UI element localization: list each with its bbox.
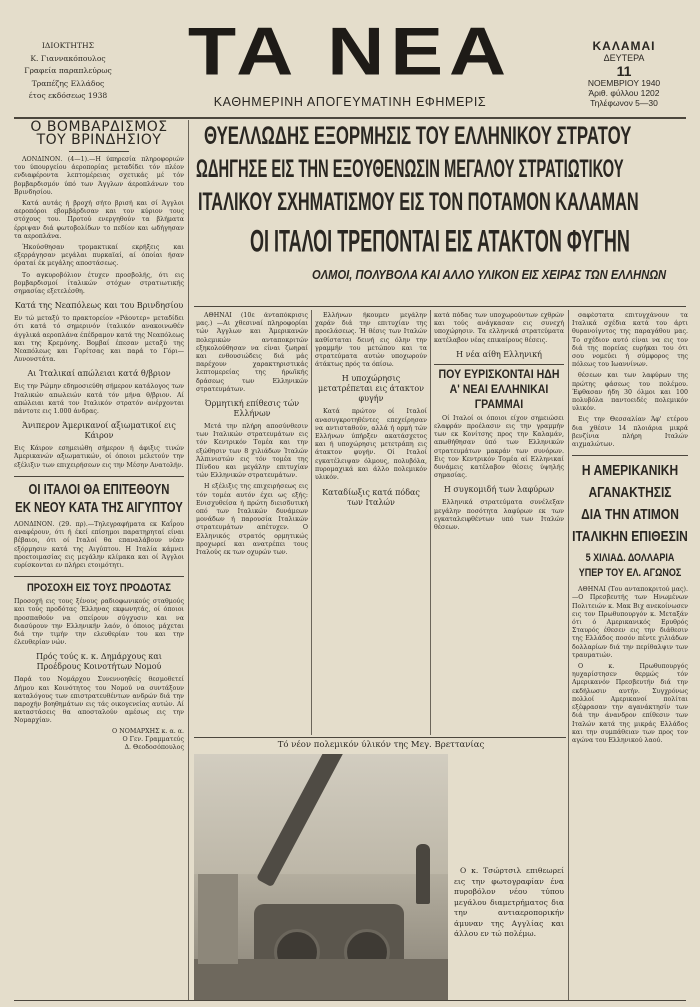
paragraph: ΑΘΗΝΑΙ (Του ανταποκριτού μας).—Ο Πρεσβευτής των Ηνωμένων Πολιτειών κ. Μακ Βιχ ανεκοίνωσεν εις τον Πρωθυπουργόν κ. Μεταξάν ότι ό Αμερικανικός Ερυθρός Σταυρός έθεσεν εις την διάθεσιν της Ελλάδος ποσόν πέντε χιλιάδων δολλαρίων διά την περίθαλψιν των τραυματιών. [572,586,688,659]
story-text [196,423,308,557]
paragraph: Οί Ιταλοί οι όποιοι είχον σημειώσει ελαφράν προέλασιν εις την γραμμήν των εκ Κονίτσης προς την Καλαμάν, απωθήθησαν ύπό των Ελληνικών στρατευμάτων μακράν των συνόρων. Εις τον Κεντρικόν Τομέα αί Ελληνικαί δυνάμεις κατέλαβον θέσεις ύψηλής σημασίας. [434,414,564,480]
publisher-line: έτος εκδόσεως 1938 [28,91,108,100]
weekday: ΔΕΥΤΕΡΑ [603,53,645,63]
deck-line: 5 ΧΙΛΙΑΔ. ΔΟΛΛΑΡΙΑ [585,552,675,565]
story-bombing [14,156,184,296]
headline-line: ΠΟΥ ΕΥΡΙΣΚΟΝΤΑΙ ΗΔΗ [438,366,560,381]
headline-american-outrage [572,460,688,548]
photo-caption: Τό νέον πολεμικόν ύλικόν της Μεγ. Βρεττανίας [277,740,485,750]
masthead-subtitle: ΚΑΘΗΜΕΡΙΝΗ ΑΠΟΓΕΥΜΑΤΙΝΗ ΕΦΗΜΕΡΙΣ [213,95,487,109]
phone-number: Τηλέφωνον 5—30 [590,98,658,108]
headline-line: Α' ΝΕΑΙ ΕΛΛΗΝΙΚΑΙ ΓΡΑΜΜΑΙ [449,381,549,411]
main-column-3 [434,312,564,732]
wall-icon [198,874,238,964]
subheading: Αι Ίταλικαί απώλειαι κατά θ/βριον [27,369,171,379]
headline-bombing [14,121,184,147]
paragraph: Εις Κάιρον εσημειώθη σήμερον ή άφιξις τινών Άμερικανών αξιωματικών, οί όποιοι μελετούν την εξέλιξιν των επιχειρήσεων εις την Μέσην Ανατολήν. [14,445,184,469]
paragraph: κατά πόδας των υποχωρούντων εχθρών και τούς ανάγκασαν εις συνεχή υποχώρησιν. Τα ελληνικά στρατεύματα κατέλαβον νέας επικαίρους θέσεις. [434,312,564,344]
headline-new-lines [434,367,564,412]
main-column-1 [196,312,308,732]
main-column-2 [315,312,427,732]
paragraph: Εις την Θεσσαλίαν Άφ' ετέρου δια χθέσιν 14 πλοιάρια μικρά βενζίνια πλήρη Ιταλών αιχμαλώτων. [572,416,688,449]
city-name: ΚΑΛΑΜΑΙ [592,39,656,53]
headline-line: Ο ΒΟΜΒΑΡΔΙΣΜΟΣ [30,119,168,135]
paragraph: Ελλήνων ήκουμεν μεγάλην χαράν διά την επιτυχίαν της προελάσεως. Ή θέσις των Ιταλών καθίσταται δεινή εις όλην την γραμμήν του μετώπου και τα στρατεύματα αυτών υποχωρούν άτάκτως πρός τα όπίσω. [315,312,427,369]
signature-line: Ο Γεν. Γραμματεύς [122,735,184,743]
headline-line: Η ΑΜΕΡΙΚΑΝΙΚΗ [581,462,679,480]
paragraph: Ο κ. Πρωθυπουργός ηυχαρίστησεν θερμώς τόν Αμερικανόν Πρεσβευτήν διά την εκδήλωσιν αυτήν. Συγχρόνως πολλοί Αμερικανοί πολίται εξέφρασαν την αγανάκτησίν των διά την άνανδρον επίθεσιν των Ιταλών κατά της μικράς Ελλάδος και την συμπάθειαν των προς τον αγώνα του Ελληνικού λαού. [572,663,688,744]
subheading: Καταδίωξις κατά πόδας των Ιταλών [322,488,420,508]
publisher-box [18,40,118,103]
paragraph: Μετά την πλήρη αποσύνθεσιν των Ιταλικών στρατευμάτων εις τόν Κεντρικόν Τομέα και την εξώθησιν των 8 χιλιάδων Ίταλών Άλπινιστών εις τόν τομέα της Πίνδου και μεγάλην επιτυχίαν τών Ελληνικών στρατευμάτων. [196,423,308,480]
headline-traitors: ΠΡΟΣΟΧΗ ΕΙΣ ΤΟΥΣ ΠΡΟΔΟΤΑΣ [27,582,171,595]
main-headline-line: ΩΔΗΓΗΣΕ ΕΙΣ ΤΗΝ ΕΞΟΥΘΕΝΩΣΙΝ ΜΕΓΑΛΟΥ ΣΤΡΑΤΙΩΤΙΚΟΥ [196,155,624,184]
publisher-line: Κ. Γιαννακόπουλος [30,53,106,63]
column-divider [188,120,189,1000]
deck-dollars [572,551,688,581]
headline-line: ΕΚ ΝΕΟΥ ΚΑΤΑ ΤΗΣ ΑΙΓΥΠΤΟΥ [15,499,183,516]
photo-side-text: Ο κ. Τσώρτσιλ επιθεωρεί εις την φωτογραφίαν ένα πυροβόλον νέου τύπου μεγάλου διαμετρήματος δια την αντιαεροπορικήν άμυναν της Αγγλίας και άλλου εν τώ πολέμω. [454,866,564,938]
day-number: 11 [616,63,632,79]
signature-block [14,728,184,753]
paragraph: Ήκούσθησαν τρομακτικαί εκρήξεις και εξερράγησαν μεγάλαι πυρκαϊαί, αί όποίαι ήσαν όραταί έκ μεγάλης αποστάσεως. [14,244,184,268]
column-divider [568,310,569,1000]
divider [434,364,564,365]
paragraph: Προσοχή εις τους ξένους ραδιοφωνικούς σταθμούς και τούς προδότας Έλληνας εκφωνητάς, οί όποιοι προσπαθούν να σπείρουν σύγχυσιν και να διασύρουν την Ελληνικήν λαόν, ό όποιος μάχεται διά την τιμήν την ελευθερίαν του και την έλευθερίαν νών. [14,598,184,647]
masthead-title: ΤΑ ΝΕΑ [187,12,513,90]
paragraph: ΛΟΝΔΙΝΟΝ. (4—1).—Η ύπηρεσία πληροφοριών του ύπουργείου άεροπορίας μεταδίδει τόν πλέον ενδιαφέροντα λεπτομέρειας σχετικάς μέ τόν βομβαρδισμόν ύπό των Άγγλων άεροπλάνων του Βρινδησίου. [14,156,184,196]
left-column [14,121,184,752]
publisher-line: Γραφεία παραπλεύρως [24,66,112,75]
subheading: Πρός τούς κ. κ. Δημάρχους και Προέδρους Κοινοτήτων Νομού [36,652,162,672]
month-year: ΝΟΕΜΒΡΙΟΥ 1940 [587,78,661,88]
headline-line: ΤΟΥ ΒΡΙΝΔΗΣΙΟΥ [36,132,162,148]
signature-line: Ο ΝΟΜΑΡΧΗΣ κ. α. α. [112,727,184,735]
divider [14,576,184,577]
subheading: Η συγκομιδή των λαφύρων [443,485,555,495]
paragraph: ΑΘΗΝΑΙ (10ε άνταπόκρισις μας.) —Αι χθεσιναί πληροφορίαι τών Άγγλων και Άμερικανών πολεμικών ανταποκριτών εξηκολούθησαν να είναι ζωηραί και ενθουσιώδεις διά μάς παρέχουν χαρακτηριστικάς λεπτομερείας της ήρωϊκής δράσεως των Ελληνικών στρατευμάτων. [196,312,308,393]
main-headline-block [194,121,688,307]
divider [572,455,688,456]
main-headline-line: ΟΙ ΙΤΑΛΟΙ ΤΡΕΠΟΝΤΑΙ ΕΙΣ ΑΤΑΚΤΟΝ ΦΥΓΗΝ [250,224,630,259]
subheading: Κατά της Νεαπόλεως και του Βρινδησίου [14,301,184,311]
subheading: Η νέα αίθη Ελληνική [456,349,542,359]
date-box [564,40,684,108]
ground [194,959,448,1000]
paragraph: Εν τώ μεταξύ το πρακτορείον «Ράουτερ» μεταδίδει ότι κατά τό σημερινόν ίταλικόν ανακοινωθέν άγγλικά αεροπλάνα έπέδραμον κατά της Νεαπόλεως και της Κρεμόνης. Βομβαί έπεσαν μεταξύ της Νεαπόλεως και Γορίτσας και παρά το Γόρι—Λυνονστάτα. [14,315,184,364]
publisher-line: ΙΔΙΟΚΤΗΤΗΣ [41,41,95,50]
paragraph: Το αγκυροβόλιον έτυχεν προσβολής, ότι εις βομβαρδισμοί ίταλικών στόχων στρατιωτικής σημασίας εξετελέσθη. [14,271,184,296]
bottom-rule [14,1000,686,1001]
headline-line: ΑΓΑΝΑΚΤΗΣΙΣ [588,484,672,502]
soldier-figure-icon [416,844,430,904]
paragraph: Ελληνικά στρατεύματα συνέλεξαν μεγάλην ποσότητα λαφύρων εκ των εγκαταλειφθέντων υπό των Ιταλών θέσεων. [434,499,564,532]
column-divider [430,310,431,735]
divider [69,151,129,152]
main-deck: ΟΛΜΟΙ, ΠΟΛΥΒΟΛΑ ΚΑΙ ΑΛΛΟ ΥΛΙΚΟΝ ΕΙΣ ΧΕΙΡΑΣ ΤΩΝ ΕΛΛΗΝΩΝ [312,267,667,282]
paragraph: Η εξέλιξις της επιχειρήσεως εις τόν τομέα αυτόν έχει ως εξής: Ενισχυθείσα ή πρώτη διεισδυτική οπό των Ιταλικών δυνάμεων μονάδων ή παρουσία Ιταλικών στρατευμάτων απέτυχεν. Ο Ελληνικός στρατός ορμητικώς προχωρεί και ανατρέπει τους Ιταλούς εκ των οχυρών των. [196,483,308,557]
subheading: Όρμητική επίθεσις τών Ελλήνων [204,399,300,419]
paragraph: σαφέστατα επιτυγχάνουν τα Ιταλικά σχέδια κατά του άρτι θυρανοίγντος της παραγάθου μας. Το σχέδιον αυτό είναι να εις τον διά της πορείας ευρήκαι του ότι σου νομεύει ή σύμφορος της πόλεως του Ιωαννίνων. [572,312,688,369]
subheading: Η υποχώρησις μετατρέπεται εις άτακτον φυγήν [318,374,424,404]
photo-rule [194,737,566,738]
paragraph: Παρά του Νομάρχου Συνεννοηθείς θεσμοθετεί Δήμου και Κοινότητος του Νομού να συντάξουν καταλόγους των επιστρατευθέντων ανδρών διά την παροχήν βοηθημάτων εις τάς οικογενείας αυτών. Αί καταστάσεις θα αποσταλούν αμέσως εις την Νομαρχίαν. [14,676,184,725]
paragraph: Κατά πρώτον οί Ιταλοί ανασυγκροτηθέντες επεχείρησαν να αντισταθούν, αλλά ή ορμή τών Ελλήνων ύπήρξεν ακατάσχετος και ή υποχώρησις μετετράπη εις άτακτον φυγήν. Οί Ιταλοί εγκατέλειψαν όλμους, πολυβόλα, πυρομαχικά και άλλο πολεμικόν υλικόν. [315,408,427,482]
headline-line: ΙΤΑΛΙΚΗΝ ΕΠΙΘΕΣΙΝ [572,528,688,546]
war-material-photo [194,754,448,1000]
signature-line: Δ. Θεοδοσόπουλος [124,743,184,751]
column-divider [311,310,312,735]
publisher-line: Τραπέζης Ελλάδος [31,78,105,88]
paragraph: Εις την Ρώμην εδημοσιεύθη σήμερον κατάλογος των Ιταλικών απωλειών κατά τόν μήνα θ/βριον. Αί απώλειαι κατά τον Ιταλικόν στρατόν ανέρχονται πάντοτε εις 1.000 άνδρας. [14,383,184,416]
main-headline-line: ΘΥΕΛΛΩΔΗΣ ΕΞΟΡΜΗΣΙΣ ΤΟΥ ΕΛΛΗΝΙΚΟΥ ΣΤΡΑΤΟΥ [204,122,632,151]
right-column [572,312,688,1000]
headline-line: ΟΙ ΙΤΑΛΟΙ ΘΑ ΕΠΙΤΕΘΟΥΝ [28,481,170,498]
headline-rule [194,306,686,307]
paragraph: Κατά αυτάς ή βροχή σήτο βρισή και σί Άγγλοι αεροπόροι εβομβάρδισαν και τον κύριον τους στόχους του. Προτού ενεργηθούν τα βλήματα έρριψαν διά φωτοβολίδων το πεδίον και ωδήγησαν τα αεροπλάνα. [14,200,184,240]
subheading: Άνιπερον Άμερικανοί αξιωματικοί εις Κάιρον [22,421,176,441]
headline-italians-attack [14,481,184,517]
headline-line: ΔΙΑ ΤΗΝ ΑΤΙΜΟΝ [581,506,679,524]
paragraph: θέσεων και των λαφύρων της πρώτης φάσεως του πολέμου. Έφθασαν ήδη 30 όλμοι και 100 πολυβόλα παντοειδές πολεμικόν υλικόν. [572,372,688,413]
deck-line: ΥΠΕΡ ΤΟΥ ΕΛ. ΑΓΩΝΟΣ [578,567,682,580]
paragraph: ΛΟΝΔΙΝΟΝ. (29. πρ).—Τηλεγραφήματα εκ Καΐρου αναφέρουν, ότι ή έκεί επίσημοι παρατηρηταί είναι βέβαιοι, ότι οί Ιταλοί θα επαναλάβουν νέαν εξόρμησιν κατά της Αιγύπτου. Η Ιταλία κάμνει προετοιμασίας εις μεγάλην κλίμακα και οί Άγγλοι ευρίσκονται εν πλήρει ετοιμότητι. [14,520,184,569]
issue-number: Άριθ. φύλλου 1202 [588,88,660,98]
divider [14,476,184,477]
main-headline-line: ΙΤΑΛΙΚΟΥ ΣΧΗΜΑΤΙΣΜΟΥ ΕΙΣ ΤΟΝ ΠΟΤΑΜΟΝ ΚΑΛΑΜΑΝ [198,188,639,217]
